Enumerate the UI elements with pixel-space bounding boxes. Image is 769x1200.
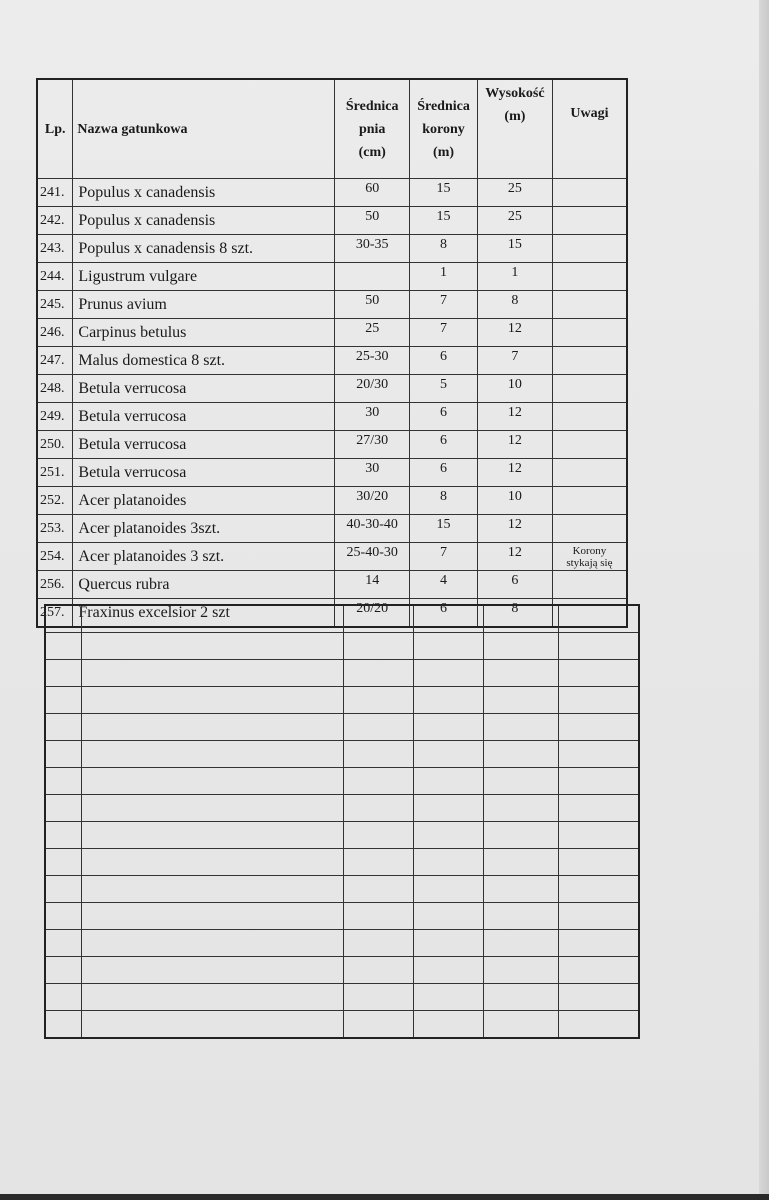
empty-row (45, 768, 639, 795)
table-body (37, 179, 627, 628)
header-trunk-diameter (335, 79, 410, 179)
empty-cell (414, 876, 484, 903)
cell-species-name: Betula verrucosa (73, 431, 335, 459)
empty-cell (483, 822, 558, 849)
empty-cell (45, 1011, 82, 1039)
cell-trunk-diameter: 40-30-40 (335, 515, 410, 543)
cell-trunk-diameter: 25-40-30 (335, 543, 410, 571)
empty-cell (45, 984, 82, 1011)
empty-cell (344, 633, 414, 660)
empty-cell (558, 876, 639, 903)
empty-cell (82, 984, 344, 1011)
empty-cell (82, 876, 344, 903)
cell-height: 7 (477, 347, 552, 375)
scan-border (0, 1194, 769, 1200)
empty-cell (414, 903, 484, 930)
table-row (37, 235, 627, 263)
empty-cell (558, 957, 639, 984)
empty-row (45, 795, 639, 822)
cell-height: 12 (477, 403, 552, 431)
empty-row (45, 957, 639, 984)
cell-lp: 256. (37, 571, 73, 599)
cell-lp: 250. (37, 431, 73, 459)
cell-crown-diameter: 7 (410, 543, 478, 571)
empty-cell (344, 930, 414, 957)
cell-crown-diameter: 4 (410, 571, 478, 599)
empty-cell (344, 714, 414, 741)
cell-lp: 253. (37, 515, 73, 543)
empty-row (45, 849, 639, 876)
empty-cell (414, 660, 484, 687)
table-row (37, 263, 627, 291)
cell-trunk-diameter: 30/20 (335, 487, 410, 515)
cell-lp: 248. (37, 375, 73, 403)
empty-cell (45, 741, 82, 768)
cell-notes (552, 235, 627, 263)
cell-species-name: Fraxinus excelsior 2 szt (73, 599, 335, 628)
empty-row (45, 714, 639, 741)
empty-cell (82, 768, 344, 795)
table-row (37, 207, 627, 235)
empty-cell (483, 903, 558, 930)
empty-cell (483, 876, 558, 903)
empty-cell (483, 741, 558, 768)
empty-cell (483, 633, 558, 660)
header-crown-line2: korony (422, 121, 465, 137)
empty-cell (483, 849, 558, 876)
cell-trunk-diameter: 30 (335, 459, 410, 487)
header-lp: Lp. (37, 79, 73, 179)
cell-trunk-diameter: 50 (335, 291, 410, 319)
empty-cell (45, 633, 82, 660)
empty-cell (414, 849, 484, 876)
empty-cell (45, 957, 82, 984)
cell-trunk-diameter: 14 (335, 571, 410, 599)
empty-cell (414, 687, 484, 714)
cell-lp: 244. (37, 263, 73, 291)
cell-crown-diameter: 15 (410, 207, 478, 235)
empty-cell (483, 1011, 558, 1039)
empty-cell (45, 822, 82, 849)
empty-cell (344, 903, 414, 930)
cell-species-name: Carpinus betulus (73, 319, 335, 347)
empty-cell (414, 795, 484, 822)
empty-cell (558, 984, 639, 1011)
empty-cell (483, 605, 558, 633)
page-edge (759, 0, 769, 1200)
empty-cell (45, 660, 82, 687)
cell-trunk-diameter: 20/30 (335, 375, 410, 403)
empty-cell (558, 1011, 639, 1039)
empty-cell (45, 795, 82, 822)
cell-crown-diameter: 6 (410, 403, 478, 431)
empty-cell (414, 984, 484, 1011)
empty-cell (344, 876, 414, 903)
empty-row (45, 605, 639, 633)
cell-species-name: Populus x canadensis (73, 207, 335, 235)
empty-cell (483, 768, 558, 795)
cell-notes (552, 291, 627, 319)
empty-cell (414, 605, 484, 633)
empty-cell (82, 1011, 344, 1039)
empty-cell (45, 849, 82, 876)
cell-crown-diameter: 1 (410, 263, 478, 291)
empty-cell (45, 876, 82, 903)
cell-lp: 249. (37, 403, 73, 431)
empty-row (45, 1011, 639, 1039)
cell-lp: 251. (37, 459, 73, 487)
empty-cell (344, 687, 414, 714)
empty-cell (45, 687, 82, 714)
cell-crown-diameter: 15 (410, 179, 478, 207)
cell-species-name: Populus x canadensis 8 szt. (73, 235, 335, 263)
empty-cell (82, 849, 344, 876)
empty-cell (414, 822, 484, 849)
cell-crown-diameter: 6 (410, 347, 478, 375)
cell-lp: 241. (37, 179, 73, 207)
cell-crown-diameter: 6 (410, 599, 478, 628)
empty-cell (344, 768, 414, 795)
empty-cell (82, 605, 344, 633)
empty-row (45, 984, 639, 1011)
cell-crown-diameter: 8 (410, 235, 478, 263)
cell-species-name: Quercus rubra (73, 571, 335, 599)
empty-cell (45, 605, 82, 633)
empty-cell (82, 687, 344, 714)
cell-height: 10 (477, 487, 552, 515)
empty-cell (344, 795, 414, 822)
table-row (37, 515, 627, 543)
cell-trunk-diameter: 30-35 (335, 235, 410, 263)
cell-trunk-diameter: 30 (335, 403, 410, 431)
cell-trunk-diameter: 60 (335, 179, 410, 207)
cell-height: 1 (477, 263, 552, 291)
empty-cell (344, 957, 414, 984)
tree-inventory-table (36, 78, 628, 628)
empty-cell (483, 714, 558, 741)
empty-row (45, 633, 639, 660)
empty-cell (558, 930, 639, 957)
empty-cell (344, 660, 414, 687)
empty-cell (344, 1011, 414, 1039)
cell-notes (552, 515, 627, 543)
cell-notes (552, 403, 627, 431)
empty-cell (558, 660, 639, 687)
cell-lp: 246. (37, 319, 73, 347)
empty-cell (414, 633, 484, 660)
cell-notes (552, 347, 627, 375)
cell-height: 12 (477, 515, 552, 543)
cell-height: 12 (477, 459, 552, 487)
empty-cell (414, 714, 484, 741)
cell-lp: 243. (37, 235, 73, 263)
header-crown-diameter (410, 79, 478, 179)
empty-cell (45, 768, 82, 795)
empty-cell (344, 605, 414, 633)
header-notes: Uwagi (552, 79, 627, 179)
cell-species-name: Betula verrucosa (73, 403, 335, 431)
cell-notes (552, 431, 627, 459)
empty-cell (558, 849, 639, 876)
cell-trunk-diameter: 50 (335, 207, 410, 235)
cell-species-name: Prunus avium (73, 291, 335, 319)
header-trunk-line2: pnia (358, 121, 386, 137)
cell-lp: 245. (37, 291, 73, 319)
empty-cell (558, 605, 639, 633)
empty-cell (82, 741, 344, 768)
empty-cell (344, 849, 414, 876)
empty-cell (344, 741, 414, 768)
empty-cell (558, 822, 639, 849)
empty-ruled-table (44, 604, 640, 1039)
header-trunk-line1: Średnica (345, 98, 399, 114)
cell-notes (552, 571, 627, 599)
empty-row (45, 687, 639, 714)
empty-cell (414, 741, 484, 768)
cell-height: 8 (477, 599, 552, 628)
header-species-name: Nazwa gatunkowa (73, 79, 335, 179)
cell-notes (552, 207, 627, 235)
table-row (37, 347, 627, 375)
empty-cell (558, 687, 639, 714)
cell-height: 15 (477, 235, 552, 263)
cell-lp: 247. (37, 347, 73, 375)
empty-cell (558, 633, 639, 660)
cell-height: 10 (477, 375, 552, 403)
header-crown-line3: (m) (433, 144, 455, 160)
empty-row (45, 903, 639, 930)
cell-species-name: Acer platanoides (73, 487, 335, 515)
cell-crown-diameter: 6 (410, 459, 478, 487)
cell-height: 25 (477, 179, 552, 207)
empty-cell (558, 795, 639, 822)
table-header-row (37, 79, 627, 179)
empty-cell (45, 714, 82, 741)
table-row (37, 291, 627, 319)
table-row (37, 403, 627, 431)
empty-cell (344, 822, 414, 849)
empty-cell (45, 903, 82, 930)
cell-lp: 252. (37, 487, 73, 515)
cell-notes (552, 319, 627, 347)
cell-species-name: Ligustrum vulgare (73, 263, 335, 291)
empty-cell (82, 714, 344, 741)
empty-cell (82, 957, 344, 984)
empty-cell (82, 795, 344, 822)
table-row (37, 487, 627, 515)
cell-crown-diameter: 7 (410, 291, 478, 319)
empty-cell (344, 984, 414, 1011)
header-height-line2: (m) (504, 109, 526, 124)
cell-trunk-diameter: 20/20 (335, 599, 410, 628)
cell-lp: 254. (37, 543, 73, 571)
table-row (37, 319, 627, 347)
empty-row (45, 930, 639, 957)
cell-lp: 242. (37, 207, 73, 235)
empty-cell (82, 930, 344, 957)
empty-cell (483, 687, 558, 714)
header-crown-line1: Średnica (417, 98, 470, 114)
cell-height: 12 (477, 543, 552, 571)
table-row (37, 543, 627, 571)
cell-species-name: Populus x canadensis (73, 179, 335, 207)
empty-rows-body (45, 605, 639, 1038)
empty-cell (483, 957, 558, 984)
empty-cell (414, 957, 484, 984)
header-height-line1: Wysokość (485, 86, 545, 101)
cell-crown-diameter: 5 (410, 375, 478, 403)
empty-cell (82, 903, 344, 930)
table-row (37, 431, 627, 459)
empty-cell (483, 660, 558, 687)
cell-trunk-diameter: 25 (335, 319, 410, 347)
cell-notes (552, 487, 627, 515)
empty-row (45, 741, 639, 768)
cell-height: 12 (477, 319, 552, 347)
empty-cell (82, 633, 344, 660)
cell-species-name: Acer platanoides 3 szt. (73, 543, 335, 571)
empty-cell (558, 903, 639, 930)
cell-crown-diameter: 15 (410, 515, 478, 543)
cell-notes: Korony stykają się (552, 543, 627, 571)
empty-cell (483, 930, 558, 957)
cell-notes (552, 179, 627, 207)
cell-trunk-diameter (335, 263, 410, 291)
empty-cell (558, 741, 639, 768)
cell-species-name: Betula verrucosa (73, 375, 335, 403)
cell-notes (552, 375, 627, 403)
empty-cell (414, 930, 484, 957)
cell-trunk-diameter: 27/30 (335, 431, 410, 459)
empty-cell (558, 768, 639, 795)
empty-row (45, 822, 639, 849)
empty-row (45, 876, 639, 903)
empty-cell (45, 930, 82, 957)
cell-height: 25 (477, 207, 552, 235)
cell-notes (552, 459, 627, 487)
cell-height: 6 (477, 571, 552, 599)
cell-species-name: Acer platanoides 3szt. (73, 515, 335, 543)
cell-crown-diameter: 6 (410, 431, 478, 459)
cell-species-name: Betula verrucosa (73, 459, 335, 487)
cell-height: 12 (477, 431, 552, 459)
empty-cell (82, 660, 344, 687)
cell-crown-diameter: 7 (410, 319, 478, 347)
empty-row (45, 660, 639, 687)
empty-cell (483, 984, 558, 1011)
header-trunk-line3: (cm) (358, 144, 386, 160)
cell-notes (552, 263, 627, 291)
table-row (37, 571, 627, 599)
header-height (477, 79, 552, 179)
empty-cell (414, 1011, 484, 1039)
empty-cell (414, 768, 484, 795)
empty-cell (82, 822, 344, 849)
cell-height: 8 (477, 291, 552, 319)
cell-lp: 257. (37, 599, 73, 628)
table-row (37, 179, 627, 207)
cell-trunk-diameter: 25-30 (335, 347, 410, 375)
cell-crown-diameter: 8 (410, 487, 478, 515)
table-row (37, 459, 627, 487)
table-row (37, 375, 627, 403)
cell-species-name: Malus domestica 8 szt. (73, 347, 335, 375)
empty-cell (558, 714, 639, 741)
empty-cell (483, 795, 558, 822)
